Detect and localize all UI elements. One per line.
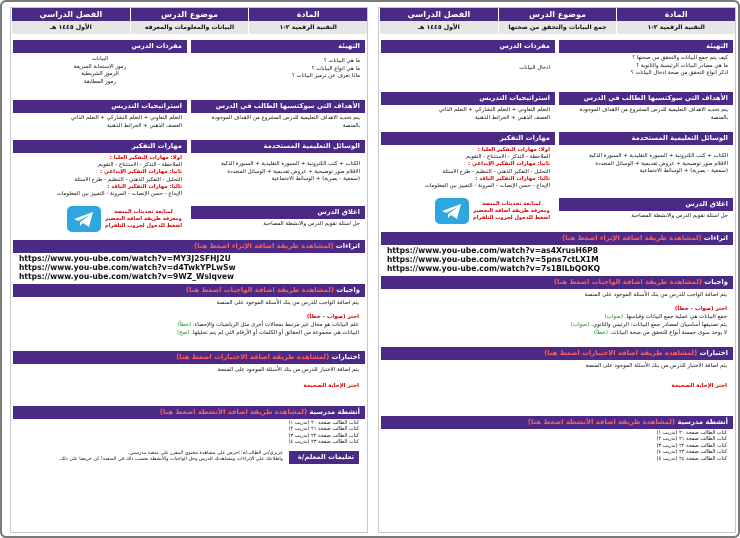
text-line: أولاً: مهارات التفكير العليا : [477, 147, 550, 153]
tf-question: علم البيانات هو مجال غير مرتبط بمجالات أخرى مثل الرياضيات والإحصاء. [192, 322, 359, 328]
text-line: أولاً: مهارات التفكير العليا : [109, 155, 182, 161]
activity-item: كتاب الطالب صفحة ٢٢ (تدريب ٣) [656, 442, 727, 449]
text-line: الإبداع - حسن الإنصات - المرونة - التمييز بين المعلومات [424, 183, 550, 190]
text-line: يتم اضافة الاختبار للدرس من بنك الأسئلة الموجود على المنصة [585, 363, 727, 369]
tf-title: اختر (صواب - خطأ) [306, 314, 359, 320]
text-line: ثالثاً: مهارات التفكير الناقد : [107, 183, 182, 190]
header-label: موضوع الدرس [498, 8, 617, 21]
telegram-icon[interactable] [67, 206, 101, 232]
section-title: مفردات الدرس [13, 40, 187, 53]
tf-title: اختر (صواب - خطأ) [674, 306, 727, 312]
lesson-plan-page-left [10, 7, 368, 533]
section-title: الوسائل التعليمية المستخدمة [191, 140, 365, 153]
goals-section [559, 92, 733, 129]
text-line: ثانياً: مهارات التفكير الإبداعي : [467, 161, 550, 168]
text-line: (سمعية - بصرية) + الوسائط الاجتماعية [639, 168, 728, 174]
how-to-link[interactable]: (لمشاهدة طريقة اضافة الإثراء اضغط هنا) [562, 234, 702, 242]
tf-item [387, 321, 727, 329]
section-title-text: اختبارات [699, 349, 728, 357]
homework-section [13, 284, 365, 349]
text-line: ما هي البيانات ؟ [323, 58, 360, 64]
text-line: الكتاب + كتب الكترونية + السبورة التقليدية + السبورة الذكية [220, 161, 360, 167]
text-line: ثالثاً: مهارات التفكير الناقد : [475, 175, 550, 182]
tf-item [387, 313, 727, 321]
text-line: العصف الذهني + الخرائط الذهنية [475, 114, 550, 121]
text-line: ثانياً: مهارات التفكير الإبداعي : [99, 169, 182, 176]
tf-question: يتم تصنيفها أساسيان لمصادر جمع البيانات: الرئيس والثانوي. [591, 322, 727, 328]
section-title: اغلاق الدرس [559, 198, 733, 211]
header-label: المادة [616, 8, 735, 21]
tf-answer: (صواب) [604, 314, 624, 320]
header-label: الفصل الدراسي [11, 8, 130, 21]
enrich-section [13, 240, 365, 282]
activity-item: كتاب الطالب صفحة ٢٢ (تدريب ٣) [288, 432, 359, 439]
text-line: التحليل - التفكير الذهني - التنظيم - طرح الأسئلة [74, 176, 182, 183]
lesson-header [11, 8, 367, 34]
activity-item: كتاب الطالب صفحة ٢٠ (تدريب ١) [288, 420, 359, 426]
intro-section [559, 40, 733, 89]
thinking-section [381, 132, 555, 193]
section-title [13, 351, 365, 364]
text-line: الرموز الشريطية [81, 71, 119, 77]
tf-question: البيانات هي مجموعة من الحقائق أو الكلمات أو الأرقام التي لم يتم تحليلها. [191, 330, 359, 336]
how-to-link[interactable]: (لمشاهدة طريقة اضافة الاختبارات اضغط هنا) [176, 353, 330, 361]
text-line: الملاحظة - التذكر - الاستنتاج - التقويم [466, 154, 550, 161]
text-line: رموز المطابقة [83, 78, 117, 85]
tests-section [381, 347, 733, 414]
section-title-text: أنشطة مدرسية [677, 418, 728, 426]
promo-line: اضغط للدخول لجروب التلقرام [472, 214, 550, 221]
activity-item: كتاب الطالب صفحة ٢٤ (تدريب ٥) [656, 455, 727, 462]
how-to-link[interactable]: (لمشاهدة طريقة اضافة الإثراء اضغط هنا) [194, 242, 334, 250]
section-title: تعليمات المعلم/ة [289, 451, 359, 464]
text-line: واطلاعك على الإثراءات ومشاهدتك للدرس وحل الواجبات والأنشطة بحسب ذلك في المنصة! كن حريصا على ذلك. [58, 457, 283, 463]
how-to-link[interactable]: (لمشاهدة طريقة اضافة الأنشطة اضغط هنا) [527, 418, 676, 426]
section-title: اغلاق الدرس [191, 206, 365, 219]
text-line: بالمنصة [710, 114, 728, 121]
text-line: الأقلام صور توضيحية + عروض تقديمية + الوسائل المتعددة [227, 168, 360, 175]
section-title: التهيئة [191, 40, 365, 53]
video-link[interactable]: https://www.you-ube.com/watch?v=as4XrusH6P8 [387, 246, 598, 255]
tools-section [559, 132, 733, 195]
text-line: الملاحظة - التذكر - الاستنتاج - التقويم [98, 162, 182, 169]
video-link[interactable]: https://www.you-ube.com/watch?v=7s1BlLbQOKQ [387, 264, 601, 273]
section-title-text: اثراءات [335, 242, 360, 250]
video-link[interactable]: https://www.you-ube.com/watch?v=9WZ_Wslqvew [19, 272, 235, 281]
tools-section [191, 140, 365, 203]
section-title: الأهداف التي سوكتسبها الطالب في الدرس [191, 100, 365, 113]
header-value: البيانات والمعلومات والمعرفة [130, 21, 249, 34]
promo-line: لمتابعة تحديثات المنصة [482, 200, 541, 207]
promo-line: ومعرفة طريقة اضافة التحضير [105, 215, 182, 222]
lesson-header [379, 8, 735, 34]
text-line: عزيزي/تي الطالب/ة: احرص على مشاهدة محتوى المقرر على منصة مدرستي. [128, 450, 283, 456]
text-line: يتم اضافة الاختبار للدرس من بنك الأسئلة الموجود على المنصة [217, 367, 359, 373]
text-line: (سمعية - بصرية) + الوسائط الاجتماعية [271, 176, 360, 182]
text-line: بالمنصة [342, 122, 360, 129]
choose-title: اختر الإجابة الصحيحة [303, 383, 359, 389]
text-line: التحليل - التفكير الذهني - التنظيم - طرح الأسئلة [442, 168, 550, 175]
text-line: الإبداع - حسن الإنصات - المرونة - التمييز بين المعلومات [56, 191, 182, 198]
homework-section [381, 276, 733, 345]
activity-item: كتاب الطالب صفحة ٢٠ (تدريب ١) [656, 430, 727, 436]
header-label: موضوع الدرس [130, 8, 249, 21]
text-line: اذكر أنواع التحقق من صحة ادخال البيانات ؟ [630, 70, 728, 76]
section-title [381, 416, 733, 429]
section-title-text: أنشطة مدرسية [309, 408, 360, 416]
section-title [381, 347, 733, 360]
tf-answer: (صح) [177, 330, 190, 336]
telegram-icon[interactable] [435, 198, 469, 224]
text-line: حل أسئلة تقويم الدرس والأنشطة المصاحبة [263, 221, 360, 227]
activity-item: كتاب الطالب صفحة ٢٣ (تدريب ٤) [288, 439, 359, 446]
vocab-section [13, 40, 187, 97]
header-label: الفصل الدراسي [379, 8, 498, 21]
tests-section [13, 351, 365, 404]
closing-section [191, 206, 365, 235]
section-title [13, 284, 365, 297]
tf-item [19, 321, 359, 329]
section-title [13, 240, 365, 253]
tf-answer: (خطأ) [593, 330, 608, 336]
how-to-link[interactable]: (لمشاهدة طريقة اضافة الأنشطة اضغط هنا) [159, 408, 308, 416]
tf-item [19, 329, 359, 337]
how-to-link[interactable]: (لمشاهدة طريقة اضافة الواجبات اضغط هنا) [553, 278, 702, 286]
section-title-text: اثراءات [703, 234, 728, 242]
lesson-plan-page-right [378, 7, 736, 533]
section-title [13, 406, 365, 419]
header-value: جمع البيانات والتحقق من صحتها [498, 21, 617, 34]
text-line: ماذا تعرف عن ترميز البيانات ؟ [291, 73, 360, 79]
activity-item: كتاب الطالب صفحة ٢١ (تدريب ٢) [656, 436, 727, 443]
promo-line: ومعرفة طريقة اضافة التحضير [473, 207, 550, 214]
text-line: الكتاب + كتب الكترونية + السبورة التقليدية + السبورة الذكية [588, 153, 728, 159]
activities-section [381, 416, 733, 463]
text-line: ادخال البيانات [519, 65, 550, 71]
text-line: يتم اضافة الواجب للدرس من بنك الأسئلة الموجود على المنصة [584, 292, 727, 298]
promo-line: لمتابعة تحديثات المنصة [114, 208, 173, 215]
vocab-section [381, 40, 555, 89]
tf-question: لا يوجد سوى خمسة أنواع للتحقق من صحة البيانات. [609, 330, 727, 336]
text-line: التعلم التعاوني + التعلم التشاركي + التعلم الذاتي [438, 107, 550, 113]
goals-section [191, 100, 365, 137]
tf-answer: (خطأ) [177, 322, 192, 328]
how-to-link[interactable]: (لمشاهدة طريقة اضافة الواجبات اضغط هنا) [185, 286, 334, 294]
strategies-section [381, 92, 555, 129]
tf-question: جمع البيانات هي عملية جمع البيانات وقياسها. [624, 314, 727, 320]
video-link[interactable]: https://www.you-ube.com/watch?v=MY3J2SFHJ2U [19, 254, 231, 263]
section-title-text: واجبات [336, 286, 360, 294]
text-line: حل أسئلة تقويم الدرس والأنشطة المصاحبة [631, 213, 728, 219]
header-value: الأول ١٤٤٥ هـ [11, 21, 130, 34]
notes-section [13, 449, 365, 466]
telegram-promo[interactable] [13, 204, 187, 234]
activity-item: كتاب الطالب صفحة ٢١ (تدريب ٢) [288, 426, 359, 433]
promo-line: اضغط للدخول لجروب التلقرام [104, 222, 182, 229]
header-label: المادة [248, 8, 367, 21]
video-link[interactable]: https://www.you-ube.com/watch?v=5pns7ctLX1M [387, 255, 599, 264]
thinking-section [13, 140, 187, 201]
section-title: مهارات التفكير [381, 132, 555, 145]
text-line: كيف يتم جمع البيانات والتحقق من صحتها ؟ [632, 55, 728, 61]
section-title-text: اختبارات [331, 353, 360, 361]
header-value: التقنية الرقمية ٢-١ [616, 21, 735, 34]
section-title: مفردات الدرس [381, 40, 555, 53]
text-line: العصف الذهني + الخرائط الذهنية [107, 122, 182, 129]
header-value: الأول ١٤٤٥ هـ [379, 21, 498, 34]
text-line: يتم تحديد الأهداف التعليمية للدرس المشروع من الأهداف الموجودة [211, 115, 360, 121]
video-link[interactable]: https://www.you-ube.com/watch?v=d4TwkYPLwSw [19, 263, 236, 272]
text-line: ما هي أنواع البيانات ؟ [311, 65, 360, 72]
how-to-link[interactable]: (لمشاهدة طريقة اضافة الاختبارات اضغط هنا) [544, 349, 698, 357]
intro-section [191, 40, 365, 97]
activities-section [13, 406, 365, 447]
text-line: ما هي مصادر البيانات الرئيسية والثانوية ؟ [636, 62, 728, 69]
section-title: مهارات التفكير [13, 140, 187, 153]
section-title [381, 276, 733, 289]
text-line: التعلم التعاوني + التعلم التشاركي + التعلم الذاتي [70, 115, 182, 121]
section-title: استراتيجيات التدريس [13, 100, 187, 113]
section-title: استراتيجيات التدريس [381, 92, 555, 105]
text-line: يتم تحديد الأهداف التعليمية للدرس المشروع من الأهداف الموجودة [579, 107, 728, 113]
activity-item: كتاب الطالب صفحة ٢٣ (تدريب ٤) [656, 449, 727, 456]
section-title: التهيئة [559, 40, 733, 53]
text-line: البيانات [91, 56, 109, 62]
closing-section [559, 198, 733, 227]
telegram-promo[interactable] [381, 196, 555, 226]
section-title: الوسائل التعليمية المستخدمة [559, 132, 733, 145]
section-title-text: واجبات [704, 278, 728, 286]
tf-answer: (صواب) [570, 322, 590, 328]
choose-title: اختر الإجابة الصحيحة [671, 383, 727, 389]
text-line: رموز الاستجابة السريعة [73, 63, 127, 70]
text-line: يتم اضافة الواجب للدرس من بنك الأسئلة الموجود على المنصة [216, 300, 359, 306]
header-value: التقنية الرقمية ٢-١ [248, 21, 367, 34]
text-line: الأقلام صور توضيحية + عروض تقديمية + الوسائل المتعددة [595, 160, 728, 167]
section-title [381, 232, 733, 245]
section-title: الأهداف التي سوكتسبها الطالب في الدرس [559, 92, 733, 105]
enrich-section [381, 232, 733, 274]
tf-item [387, 329, 727, 337]
strategies-section [13, 100, 187, 137]
